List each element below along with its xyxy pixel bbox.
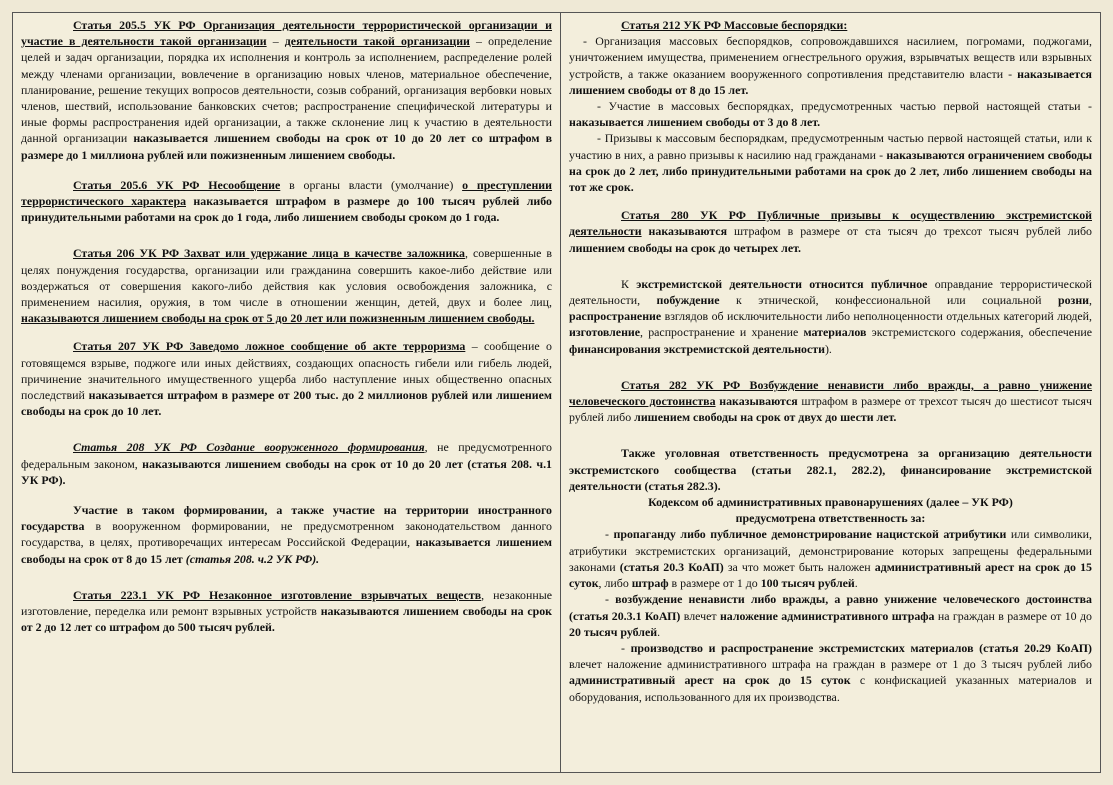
text-run: побуждение — [656, 293, 720, 308]
text-run: Статья 206 УК РФ Захват или удержание лица в качестве заложника — [73, 246, 465, 261]
right-column — [561, 13, 1100, 772]
text-run: наказывается лишением свободы от 3 до 8 лет. — [569, 115, 821, 130]
text-run: за что может быть наложен — [723, 559, 875, 574]
text-run: административный арест на срок до 15 суток — [569, 559, 1092, 591]
article-212-title — [569, 17, 1092, 33]
extremist-activity-definition — [569, 276, 1092, 357]
text-run: Также уголовная ответственность предусмотрена за организацию деятельности экстремистского сообщества (статьи 282.1, 282.2), финансирование экстремистской деятельности (статья 282.3). — [569, 446, 1092, 493]
text-run: наказываются — [715, 394, 798, 409]
article-212-part1 — [569, 33, 1092, 98]
text-run: административный арест на срок до 15 суток — [569, 673, 851, 688]
text-run: наказывается лишением свободы от 8 до 15 лет. — [569, 66, 1092, 97]
text-run: Статья 205.6 УК РФ Несообщение — [73, 177, 281, 192]
text-run: экстремистского содержания, обеспечение — [866, 325, 1092, 340]
text-run: предусмотрена ответственность за: — [735, 511, 926, 526]
text-run: . — [854, 576, 858, 591]
text-run: наложение административного штрафа — [719, 608, 935, 623]
text-run: , либо — [598, 576, 632, 591]
text-run: производство и распространение экстремистских материалов (статья 20.29 КоАП) — [630, 640, 1092, 655]
text-run: с конфискацией указанных материалов и оборудования, использованного для их производства. — [569, 673, 1092, 704]
text-run: наказываются лишением свободы на срок от 2 до 12 лет со штрафом до 500 тысяч рублей. — [21, 604, 553, 635]
text-run: пропаганду либо публичное демонстрирование нацистской атрибутики — [613, 527, 1007, 542]
article-207 — [21, 338, 552, 419]
text-run: – определение целей и задач организации, порядка их исполнения и контроль за исполнением, распределение ролей между членами организации, вовлечение в организацию новых членов, материальное обеспечение, планирование, решение текущих вопросов деятельности, созыв собраний, организация вербовки новых членов, шествий, использование банковских счетов; распространение специфической литературы и иные формы распространения идей организации, а также склонение лиц к участию в деятельности данной организации — [21, 34, 553, 146]
article-205-5 — [21, 17, 552, 163]
text-run: Статья 282 УК РФ Возбуждение ненависти либо вражды, а равно унижение человеческого достоинства — [569, 377, 1092, 409]
article-223-1 — [21, 587, 552, 636]
article-206 — [21, 245, 552, 326]
koap-article-20-3 — [569, 526, 1092, 591]
koap-heading-1 — [569, 494, 1092, 510]
text-run: , распространение и хранение — [640, 325, 804, 340]
text-run: влечет наложение административного штрафа на граждан в размере от 1 до 3 тысяч рублей либо — [569, 657, 1092, 672]
text-run: на граждан в размере от 10 до — [934, 608, 1092, 623]
text-run: наказывается лишением свободы на срок от 8 до 15 лет — [21, 535, 552, 566]
text-run: Статья 207 УК РФ Заведомо ложное сообщение об акте терроризма — [73, 339, 466, 354]
text-run: - — [605, 592, 616, 607]
text-run: штрафом в размере от ста тысяч до трехсот тысяч рублей либо — [727, 224, 1092, 239]
text-run: наказываются ограничением свободы на срок до 2 лет, либо принудительными работами на срок до 2 лет, либо лишением свободы на тот же срок. — [569, 147, 1093, 195]
text-run: взглядов об исключительности либо неполноценности отдельных категорий людей, — [661, 309, 1092, 324]
text-run: лишением свободы на срок до четырех лет. — [569, 240, 802, 255]
text-run: оправдание террористической деятельности, — [569, 276, 1092, 308]
text-run: возбуждение ненависти либо вражды, а равно унижение человеческого достоинства (статья 20.3.1 КоАП) — [569, 592, 1092, 623]
text-run: или символики, атрибутики экстремистских организаций, демонстрирование которых запрещены федеральными законами — [569, 527, 1092, 574]
text-run: финансирования экстремистской деятельности — [569, 341, 825, 356]
text-run: наказываются лишением свободы на срок от 10 до 20 лет (статья 208. ч.1 УК РФ). — [21, 456, 552, 487]
text-run: 20 тысяч рублей — [569, 624, 658, 639]
text-run: экстремистской деятельности относится публичное — [636, 276, 928, 291]
text-run: – сообщение о готовящемся взрыве, поджоге или иных действиях, создающих опасность гибели или гибель людей, причинение значительного имущественного ущерба либо наступление иных общественно опасных последствий — [21, 339, 552, 403]
text-run: Участие в таком формировании, а также участие на территории иностранного государства — [21, 503, 552, 534]
text-run: Статья 208 УК РФ Создание вооруженного формирования — [73, 440, 425, 455]
text-run: – — [266, 34, 285, 49]
text-run: в органы власти (умолчание) — [280, 177, 463, 192]
koap-article-20-3-1 — [569, 591, 1092, 640]
text-run: (статья 208. ч.2 УК РФ). — [185, 551, 320, 566]
article-212-part2 — [569, 98, 1092, 130]
text-run: 100 тысяч рублей — [760, 576, 855, 591]
criminal-liability-note — [569, 445, 1092, 494]
text-run: изготовление — [569, 325, 641, 340]
text-run: лишением свободы на срок от двух до шести лет. — [634, 410, 897, 425]
text-run: - Участие в массовых беспорядках, предусмотренных частью первой настоящей статьи - — [597, 99, 1092, 114]
text-run: - — [621, 640, 631, 655]
text-run: в размере от 1 до — [668, 576, 761, 591]
text-run: , не предусмотренного федеральным законом, — [21, 440, 553, 471]
koap-heading-2 — [569, 510, 1092, 526]
leaflet-sheet — [12, 12, 1101, 773]
article-208 — [21, 439, 552, 488]
text-run: - Призывы к массовым беспорядкам, предусмотренным частью первой настоящей статьи, или к участию в них, а равно призывы к насилию над гражданами - — [569, 131, 1092, 162]
text-run: Статья 212 УК РФ Массовые беспорядки: — [621, 18, 848, 32]
text-run: наказываются — [641, 224, 728, 239]
koap-article-20-29 — [569, 640, 1092, 705]
text-run: о преступлении террористического характера — [21, 177, 552, 209]
text-run: Статья 223.1 УК РФ Незаконное изготовление взрывчатых веществ — [73, 587, 482, 602]
text-run: наказываются лишением свободы на срок от 5 до 20 лет или пожизненным лишением свободы. — [21, 311, 535, 326]
article-208-part2 — [21, 502, 552, 567]
text-run: К — [621, 276, 637, 291]
text-run: наказывается лишением свободы на срок от 10 до 20 лет со штрафом в размере до 1 миллиона рублей или пожизненным лишением свободы. — [21, 131, 552, 162]
text-run: влечет — [680, 608, 720, 623]
text-run: , совершенные в целях понуждения государства, организации или гражданина совершить какое-либо действие или воздержаться от совершения какого-либо действия как условия освобождения заложника, с применением насилия, оружия, в том числе в отношении женщин, детей, двух и более лиц, — [21, 246, 552, 310]
text-run: наказывается штрафом в размере от 200 тыс. до 2 миллионов рублей или лишением свободы на срок до 10 лет. — [21, 388, 552, 419]
text-run: деятельности такой организации — [284, 34, 470, 49]
text-run: розни — [1057, 293, 1090, 308]
text-run: штраф — [631, 576, 669, 591]
article-282 — [569, 377, 1092, 426]
text-run: распространение — [569, 309, 662, 324]
text-run: . — [657, 624, 661, 639]
article-212-part3 — [569, 130, 1092, 195]
text-run: в вооруженном формировании, не предусмотренном законодательством данного государства, в целях, противоречащих интересам Российской Федерации, — [21, 519, 552, 550]
text-run: ). — [824, 341, 832, 356]
left-column — [13, 13, 561, 772]
text-run: (статья 20.3 КоАП) — [619, 559, 724, 574]
text-run: материалов — [803, 325, 867, 340]
text-run: - — [605, 527, 614, 542]
article-205-6 — [21, 177, 552, 226]
article-280 — [569, 207, 1092, 256]
text-run: Статья 280 УК РФ Публичные призывы к осуществлению экстремистской деятельности — [569, 208, 1092, 239]
text-run: - Организация массовых беспорядков, сопровождавшихся насилием, погромами, поджогами, уничтожением имущества, применением огнестрельного оружия, взрывчатых веществ или взрывных устройств, а также оказанием вооруженного сопротивления представителю власти - — [569, 34, 1092, 81]
text-run: Статья 205.5 УК РФ Организация деятельности террористической организации и участие в деятельности такой организации — [21, 18, 552, 49]
text-run: , незаконные изготовление, переделка или ремонт взрывных устройств — [21, 587, 552, 619]
text-run: наказывается штрафом в размере до 100 тысяч рублей либо принудительными работами на срок до 1 года, либо лишением свободы сроком до 1 года. — [21, 194, 552, 225]
text-run: Кодексом об административных правонарушениях (далее – УК РФ) — [648, 495, 1013, 510]
text-run: , — [1089, 293, 1093, 308]
text-run: к этнической, конфессиональной или социальной — [719, 293, 1058, 308]
text-run: штрафом в размере от трехсот тысяч до шестисот тысяч рублей либо — [569, 394, 1092, 425]
